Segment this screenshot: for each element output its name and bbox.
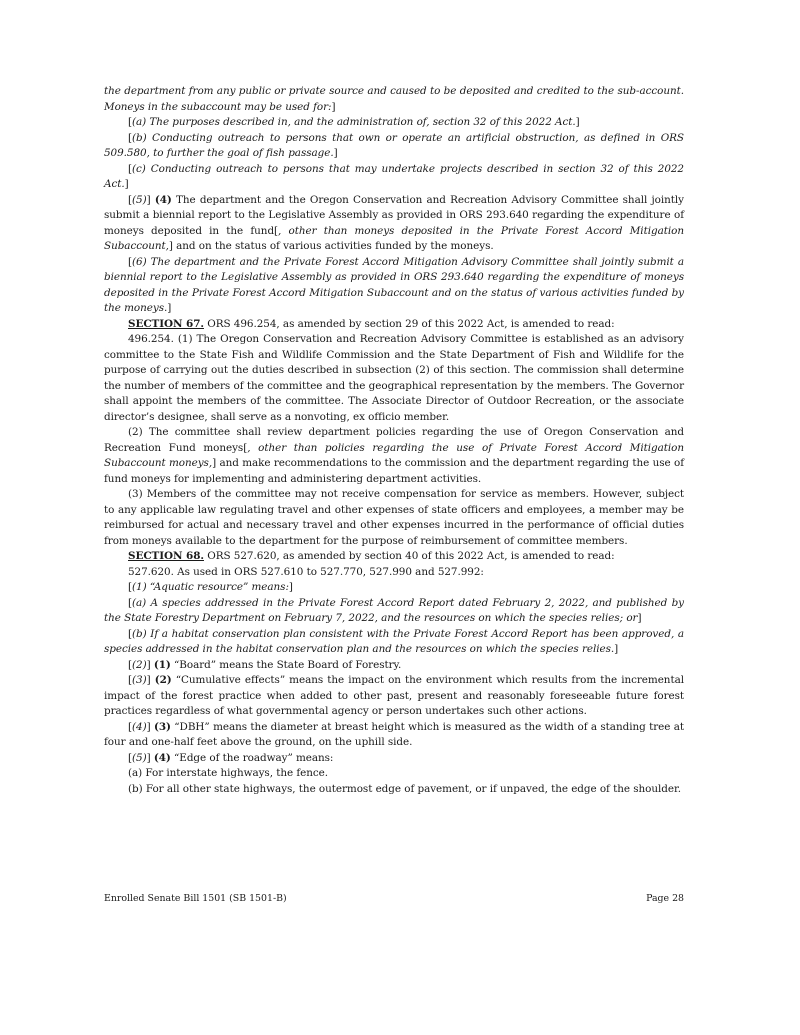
body-text: ]: [331, 100, 336, 113]
body-text: [: [128, 596, 133, 609]
body-text: 496.254. (1) The Oregon Conservation and Recreation Advisory Committee is established as an advisory committee to the State Fish and Wildlife Commission and the State Department of Fish and Wildlife for the purpose of carrying out the duties described in subsection (2) of this section. The commission shall determine the number of members of the committee and the geographical representation by the members. The Governor shall appoint the members of the committee. The Associate Director of Outdoor Recreation, or the associate director’s designee, shall serve as a nonvoting, ex officio member.: [104, 333, 684, 423]
deleted-text: (b) Conducting outreach to persons that own or operate an artificial obstruction, as defined in ORS 509.580, to further the goal of fish passage.: [104, 131, 684, 159]
body-text: (b) For all other state highways, the outermost edge of pavement, or if unpaved, the edge of the shoulder.: [128, 782, 682, 795]
paragraph: [104, 720, 684, 751]
deleted-text: (6) The department and the Private Forest Accord Mitigation Advisory Committee shall jointly submit a biennial report to the Legislative Assembly as provided in ORS 293.640 regarding the expenditure of moneys deposited in the Private Forest Accord Mitigation Subaccount and on the status of various activities funded by the moneys.: [104, 255, 684, 314]
body-text: [: [128, 751, 133, 764]
paragraph: [104, 162, 684, 193]
body-text: ORS 496.254, as amended by section 29 of this 2022 Act, is amended to read:: [203, 317, 615, 330]
deleted-text: (1) “Aquatic resource” means:: [132, 581, 289, 593]
footer-bill-name: Enrolled Senate Bill 1501 (SB 1501-B): [104, 893, 287, 904]
body-text: The department and the Oregon Conservation and Recreation Advisory Committee shall jointly submit a biennial report to the Legislative Assembly as provided in ORS 293.640 regarding the expenditure of moneys deposited in the fund[: [104, 193, 684, 237]
paragraph: [104, 673, 684, 720]
body-text: ]: [167, 302, 172, 314]
body-text: ] and make recommendations to the commission and the department regarding the use of fund moneys for implementing and administering department activities.: [104, 457, 685, 485]
body-text: “Edge of the roadway” means:: [170, 751, 334, 764]
body-text: ]: [614, 643, 619, 655]
body-text: ]: [333, 147, 338, 159]
paragraph: [104, 84, 684, 115]
body-text: ORS 527.620, as amended by section 40 of this 2022 Act, is amended to read:: [203, 550, 615, 562]
paragraph: [104, 131, 684, 162]
paragraph: [104, 115, 684, 131]
body-text: ]: [146, 674, 155, 686]
deleted-text: (4): [132, 720, 147, 733]
new-text: (2): [154, 674, 172, 686]
new-text: (4): [153, 751, 171, 764]
paragraph: [104, 580, 684, 596]
new-text: (3): [153, 720, 171, 733]
new-text: (1): [153, 658, 171, 671]
body-text: [: [128, 255, 133, 268]
document-body: [104, 84, 684, 797]
deleted-text: (3): [132, 674, 147, 686]
body-text: ]: [146, 751, 154, 764]
paragraph: [104, 549, 684, 565]
body-text: [: [128, 720, 133, 733]
section-heading: SECTION 67.: [128, 317, 204, 330]
paragraph: [104, 658, 684, 674]
body-text: ]: [146, 193, 155, 206]
deleted-text: the department from any public or private source and caused to be deposited and credited to the sub-account. Moneys in the subaccount may be used for:: [104, 85, 684, 113]
body-text: “DBH” means the diameter at breast height which is measured as the width of a standing tree at four and one-half feet above the ground, on the uphill side.: [104, 720, 684, 748]
deleted-text: (a) A species addressed in the Private Forest Accord Report dated February 2, 2022, and published by the State Forestry Department on February 7, 2022, and the resources on which the species relies; or: [104, 596, 684, 624]
body-text: ] and on the status of various activities funded by the moneys.: [168, 240, 494, 252]
paragraph: [104, 565, 684, 581]
paragraph: [104, 766, 684, 782]
paragraph: [104, 782, 684, 798]
body-text: [: [128, 658, 133, 671]
body-text: “Cumulative effects” means the impact on the environment which results from the incremental impact of the forest practice when added to other past, present and reasonably foreseeable future forest practices regardless of what governmental agency or person undertakes such other actions.: [104, 674, 684, 717]
body-text: [: [128, 581, 133, 593]
body-text: “Board” means the State Board of Forestry.: [170, 658, 402, 671]
body-text: (2) The committee shall review department policies regarding the use of Oregon Conservation and Recreation Fund moneys[: [104, 426, 684, 454]
paragraph: [104, 425, 684, 487]
paragraph: [104, 332, 684, 425]
body-text: [: [128, 674, 133, 686]
body-text: ]: [124, 178, 129, 190]
paragraph: [104, 627, 684, 658]
deleted-text: , other than moneys deposited in the Private Forest Accord Mitigation Subaccount,: [104, 224, 684, 252]
body-text: (a) For interstate highways, the fence.: [128, 767, 328, 779]
paragraph: [104, 193, 684, 255]
body-text: [: [128, 162, 133, 175]
paragraph: [104, 255, 684, 317]
deleted-text: , other than policies regarding the use of Private Forest Accord Mitigation Subaccount moneys,: [104, 441, 684, 469]
deleted-text: (a) The purposes described in, and the administration of, section 32 of this 2022 Act.: [132, 116, 576, 128]
deleted-text: (c) Conducting outreach to persons that may undertake projects described in section 32 of this 2022 Act.: [104, 162, 684, 190]
body-text: ]: [146, 720, 154, 733]
body-text: ]: [288, 581, 293, 593]
section-heading: SECTION 68.: [128, 550, 204, 562]
body-text: ]: [146, 658, 154, 671]
body-text: ]: [575, 116, 580, 128]
paragraph: [104, 487, 684, 549]
body-text: 527.620. As used in ORS 527.610 to 527.770, 527.990 and 527.992:: [128, 565, 484, 578]
deleted-text: (5): [132, 751, 147, 764]
deleted-text: (2): [132, 658, 147, 671]
paragraph: [104, 596, 684, 627]
body-text: [: [128, 627, 133, 640]
body-text: [: [128, 193, 133, 206]
footer-page-number: Page 28: [646, 893, 684, 904]
new-text: (4): [154, 193, 172, 206]
body-text: (3) Members of the committee may not receive compensation for service as members. However, subject to any applicable law regulating travel and other expenses of state officers and employees, a member may be reimbursed for actual and necessary travel and other expenses incurred in the performance of official duties from moneys available to the department for the purpose of reimbursement of committee members.: [104, 488, 684, 547]
body-text: [: [128, 131, 133, 144]
deleted-text: (b) If a habitat conservation plan consistent with the Private Forest Accord Report has been approved, a species addressed in the habitat conservation plan and the resources on which the species relies.: [104, 627, 684, 655]
deleted-text: (5): [132, 193, 147, 206]
paragraph: [104, 317, 684, 333]
paragraph: [104, 751, 684, 767]
body-text: ]: [637, 612, 642, 624]
body-text: [: [128, 116, 133, 128]
